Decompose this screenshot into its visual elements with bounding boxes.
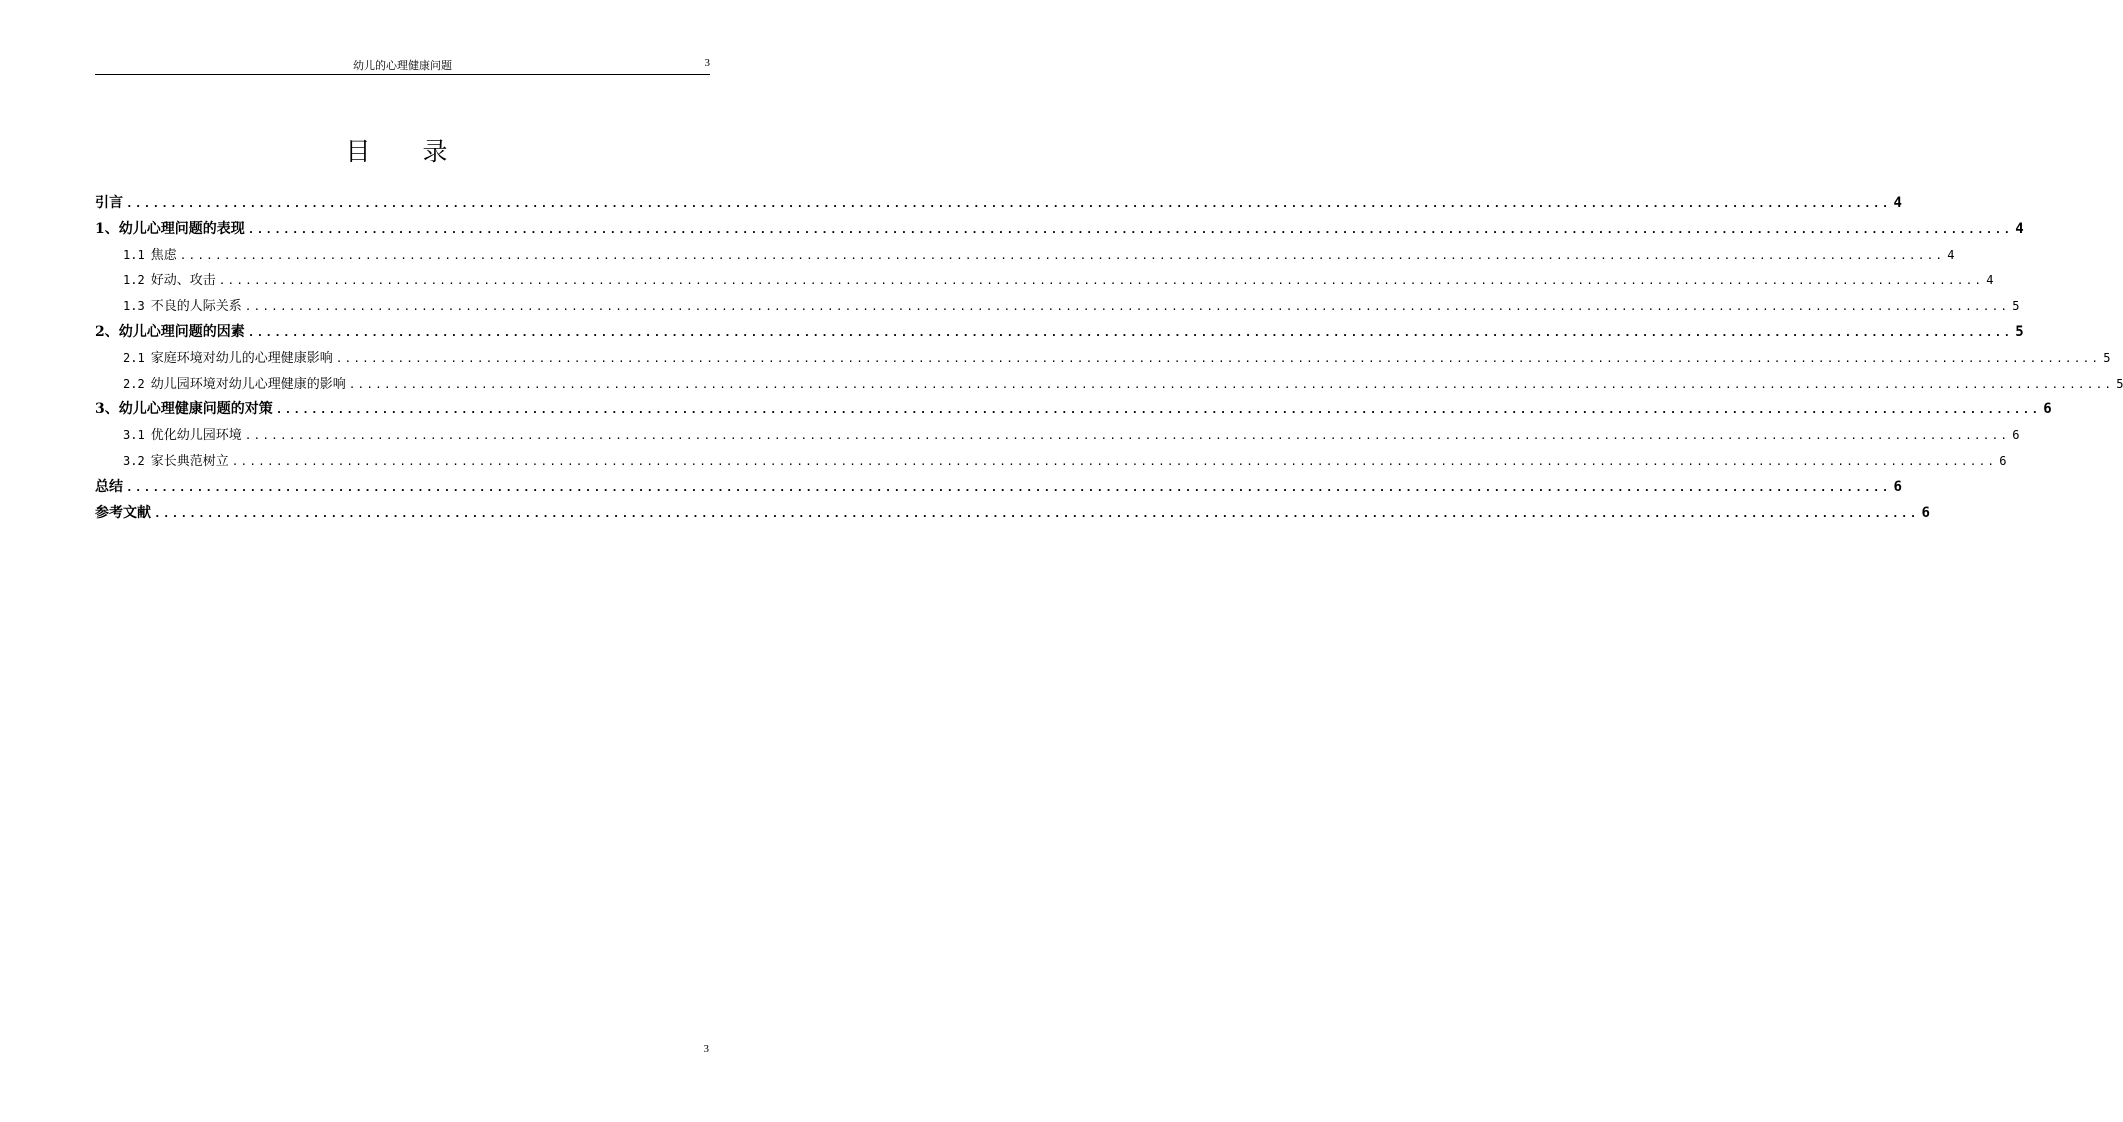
toc-page-number: 6 <box>2012 428 2020 443</box>
toc-entry-text: 引言 <box>95 195 123 211</box>
toc-entry-label <box>95 217 245 243</box>
header-page-number: 3 <box>704 57 710 69</box>
toc-entry-label <box>123 346 333 372</box>
toc-leader-dots: ........................................................................................................................................................................................................ <box>275 403 2041 417</box>
toc-entry-label <box>95 397 273 423</box>
toc-leader-dots: ........................................................................................................................................................................................................ <box>218 274 1984 288</box>
toc-page-number: 5 <box>2015 323 2024 340</box>
toc-entry-text: 总结 <box>95 478 123 495</box>
toc-leader-dots: ........................................................................................................................................................................................................ <box>126 197 1891 210</box>
toc-entry[interactable] <box>95 268 1994 294</box>
toc-page-number: 4 <box>2015 220 2024 237</box>
toc-entry-text: 2、幼儿心理问题的因素 <box>95 323 245 340</box>
toc-entry-text: 不良的人际关系 <box>150 299 242 315</box>
toc-entry[interactable] <box>95 475 1902 501</box>
toc-page-number: 5 <box>2116 376 2123 391</box>
toc-leader-dots: ........................................................................................................................................................................................................ <box>335 351 2101 365</box>
toc-page-number: 4 <box>1986 273 1994 288</box>
toc-entry-text: 好动、攻击 <box>150 273 216 289</box>
toc-entry-text: 3、幼儿心理健康问题的对策 <box>95 401 273 418</box>
toc-section-number: 2.2 <box>123 376 145 391</box>
toc-entry-text: 幼儿园环境对幼儿心理健康的影响 <box>150 376 346 392</box>
toc-page-number: 6 <box>1999 453 2007 468</box>
toc-section-number: 2.1 <box>123 350 145 365</box>
toc-leader-dots: ........................................................................................................................................................................................................ <box>244 300 2010 314</box>
toc-page-number: 4 <box>1893 195 1902 211</box>
toc-page-number: 6 <box>1893 478 1902 495</box>
toc-entry[interactable] <box>95 346 2111 372</box>
toc-entry[interactable] <box>95 217 2024 243</box>
toc-entry-text: 1、幼儿心理问题的表现 <box>95 220 245 237</box>
toc-leader-dots: ........................................................................................................................................................................................................ <box>154 506 1919 520</box>
toc-entry[interactable] <box>95 449 2007 475</box>
toc-entry-text: 优化幼儿园环境 <box>150 428 242 444</box>
toc-entry-text: 家长典范树立 <box>150 453 229 469</box>
toc-leader-dots: ........................................................................................................................................................................................................ <box>247 325 2013 339</box>
toc-section-number: 3.1 <box>123 428 145 443</box>
toc-entry-label <box>123 449 229 475</box>
toc-section-number: 1.2 <box>123 273 145 288</box>
toc-entry-label <box>95 501 151 527</box>
toc-leader-dots: ........................................................................................................................................................................................................ <box>179 248 1945 262</box>
toc-leader-dots: ........................................................................................................................................................................................................ <box>126 480 1891 494</box>
toc-entry[interactable] <box>95 397 2052 423</box>
toc-entry[interactable] <box>95 501 1930 527</box>
toc-entry-text: 参考文献 <box>95 504 151 521</box>
toc-entry[interactable] <box>95 372 2123 398</box>
toc-entry[interactable] <box>95 243 1955 269</box>
toc-entry-label <box>123 294 242 320</box>
toc-section-number: 1.1 <box>123 247 145 262</box>
toc-title: 目 录 <box>345 137 470 166</box>
toc-entry-label <box>123 423 242 449</box>
toc-section-number: 3.2 <box>123 453 145 468</box>
toc-page-number: 6 <box>2043 401 2052 418</box>
toc-entry-text: 家庭环境对幼儿的心理健康影响 <box>150 350 333 366</box>
toc-leader-dots: ........................................................................................................................................................................................................ <box>231 454 1997 468</box>
toc-page-number: 5 <box>2012 299 2020 314</box>
toc-leader-dots: ........................................................................................................................................................................................................ <box>244 429 2010 443</box>
toc-entry-label <box>95 320 245 346</box>
toc-entry-label <box>95 191 123 217</box>
header-title: 幼儿的心理健康问题 <box>353 59 452 72</box>
footer-page-number: 3 <box>703 1043 709 1055</box>
toc-page-number: 4 <box>1947 247 1955 262</box>
table-of-contents <box>95 191 2123 526</box>
toc-entry-label <box>123 372 346 398</box>
toc-section-number: 1.3 <box>123 299 145 314</box>
toc-entry[interactable] <box>95 191 1902 217</box>
toc-leader-dots: ........................................................................................................................................................................................................ <box>247 222 2013 236</box>
toc-entry[interactable] <box>95 294 2020 320</box>
toc-entry[interactable] <box>95 423 2020 449</box>
toc-page-number: 6 <box>1921 504 1930 521</box>
toc-entry-label <box>95 475 123 501</box>
toc-entry[interactable] <box>95 320 2024 346</box>
toc-page-number: 5 <box>2103 350 2111 365</box>
toc-entry-text: 焦虑 <box>150 247 177 263</box>
toc-entry-label <box>123 268 216 294</box>
toc-entry-label <box>123 243 177 269</box>
toc-leader-dots: ........................................................................................................................................................................................................ <box>348 377 2114 391</box>
page-header <box>95 52 710 75</box>
